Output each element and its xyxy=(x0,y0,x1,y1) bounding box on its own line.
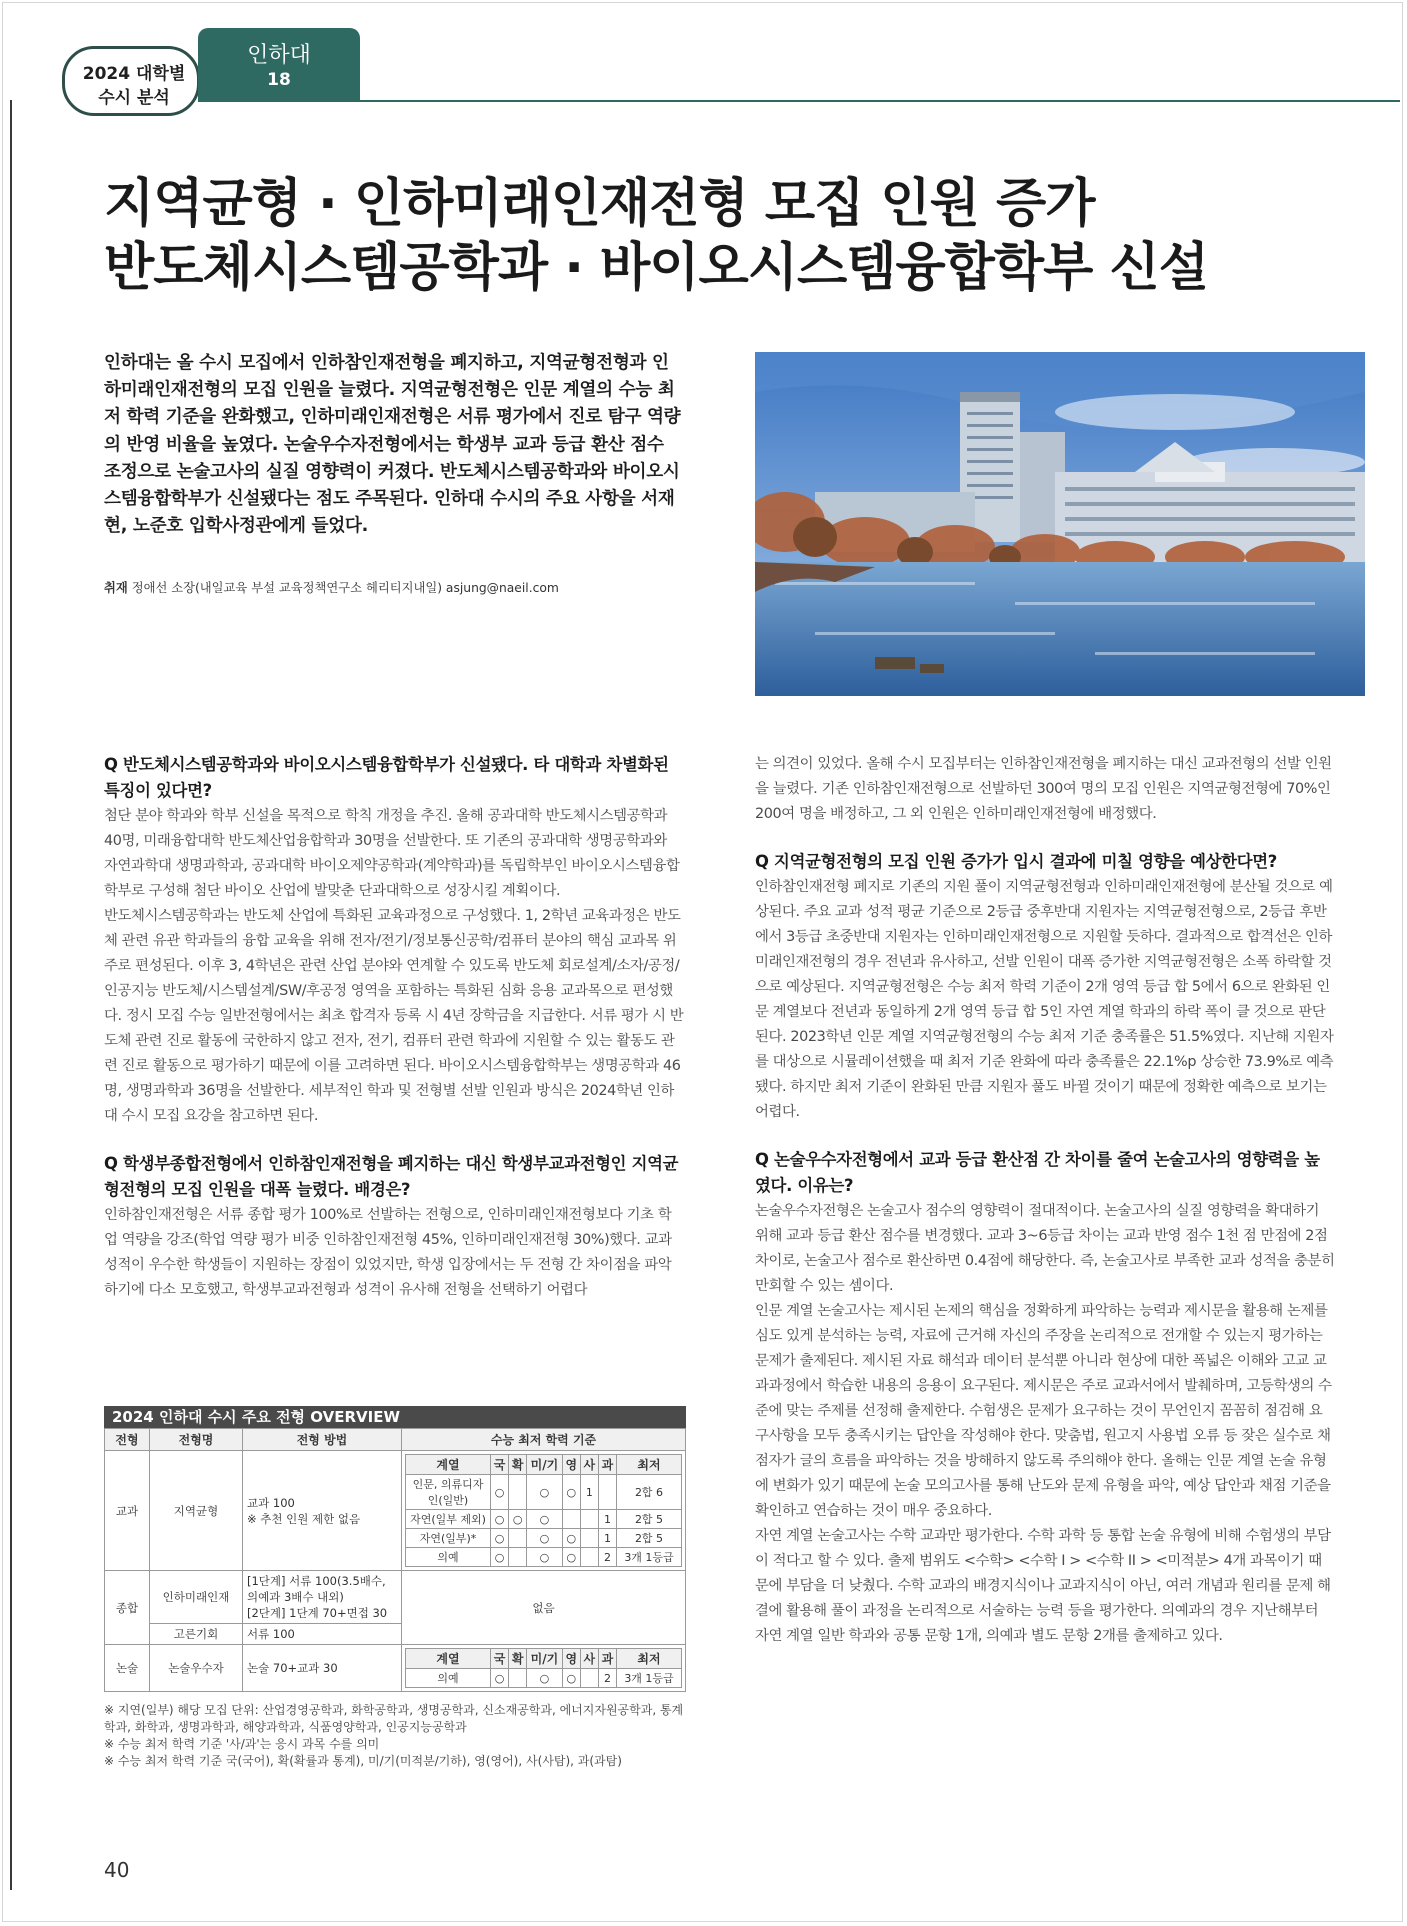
method-line: [2단계] 1단계 70+면접 30 xyxy=(247,1606,388,1620)
method-cell: 서류 100 xyxy=(243,1624,402,1645)
sub-header: 최저 xyxy=(617,1649,682,1669)
answer-paragraph: 논술우수자전형은 논술고사 점수의 영향력이 절대적이다. 논술고사의 실질 영향력을 확대하기 위해 교과 등급 환산 점수를 변경했다. 교과 3~6등급 차이는 교과 반영 점수 1천 점 만점에 2점 차이로, 논술고사 점수로 환산하면 0.4점에 해당한다. 즉, 논술고사로 부족한 교과 성적을 충분히 만회할 수 있는 셈이다. xyxy=(755,1203,1335,1294)
overview-table xyxy=(104,1428,686,1692)
note-line: ※ 지연(일부) 해당 모집 단위: 산업경영공학과, 화학공학과, 생명공학과, 신소재공학과, 에너지자원공학과, 통계학과, 화학과, 생명과학과, 해양과학과, 식품영양학과, 인공지능공학과 xyxy=(104,1703,684,1734)
method-cell xyxy=(243,1571,402,1624)
answer-paragraph: 는 의견이 있었다. 올해 수시 모집부터는 인하참인재전형을 폐지하는 대신 교과전형의 선발 인원을 늘렸다. 기존 인하참인재전형으로 선발하던 300여 명의 모집 인원은 지역균형전형에 70%인 200여 명을 배정하고, 그 외 인원은 인하미래인재전형에 배정했다. xyxy=(755,756,1332,822)
left-column xyxy=(104,752,684,1303)
header-method: 전형 방법 xyxy=(243,1429,402,1451)
campus-photo xyxy=(755,352,1365,696)
sub-header: 확 xyxy=(509,1649,527,1669)
title-line2: 반도체시스템공학과 · 바이오시스템융합학부 신설 xyxy=(104,238,1208,298)
type-cell: 종합 xyxy=(105,1571,150,1645)
answer-paragraph: 인하참인재전형 폐지로 기존의 지원 풀이 지역균형전형과 인하미래인재전형에 분산될 것으로 예상된다. 주요 교과 성적 평균 기준으로 2등급 중후반대 지원자는 지역균형전형으로, 2등급 후반에서 3등급 초중반대 지원자는 인하미래인재전형으로 지원할 듯하다. 결과적으로 합격선은 인하미래인재전형의 경우 전년과 유사하고, 선발 인원이 대폭 증가한 지역균형전형은 소폭 하락할 것으로 예상된다. 지역균형전형은 수능 최저 학력 기준이 2개 영역 등급 합 5에서 6으로 완화된 인문 계열보다 전년과 동일하게 2개 영역 등급 합 5인 자연 계열 학과의 하락 폭이 클 것으로 판단된다. 2023학년 인문 계열 지역균형전형의 수능 최저 기준 충족률은 51.5%였다. 지난해 지원자를 대상으로 시뮬레이션했을 때 최저 기준 완화에 따라 충족률은 22.1%p 상승한 73.9%로 예측됐다. 하지만 최저 기준이 완화된 만큼 지원자 풀도 바뀔 것이기 때문에 정확한 예측으로 보기는 어렵다. xyxy=(755,879,1334,1120)
note-line: ※ 수능 최저 학력 기준 '사/과'는 응시 과목 수를 의미 xyxy=(104,1737,380,1751)
note-line: ※ 수능 최저 학력 기준 국(국어), 확(확률과 통계), 미/기(미적분/기하), 영(영어), 사(사탐), 과(과탐) xyxy=(104,1754,622,1768)
method-line: [1단계] 서류 100(3.5배수, 의예과 3배수 내외) xyxy=(247,1574,386,1604)
byline-text: 정애선 소장(내일교육 부설 교육정책연구소 헤리티지내일) asjung@naeil.com xyxy=(131,581,559,595)
qa-section xyxy=(104,1151,684,1303)
overview-title: 2024 인하대 수시 주요 전형 OVERVIEW xyxy=(104,1406,686,1428)
page-number: 40 xyxy=(104,1858,130,1882)
university-tab xyxy=(198,28,360,102)
sub-header: 사 xyxy=(580,1649,598,1669)
side-rule xyxy=(10,100,12,1890)
criteria-table xyxy=(405,1648,682,1688)
name-cell: 지역균형 xyxy=(150,1451,243,1571)
method-line: ※ 추천 인원 제한 없음 xyxy=(247,1511,361,1526)
method-line: 교과 100 xyxy=(247,1495,295,1510)
qa-section xyxy=(755,1147,1335,1649)
sub-header: 미/기 xyxy=(527,1455,563,1475)
question-heading: Q 논술우수자전형에서 교과 등급 환산점 간 차이를 줄여 논술고사의 영향력을 높였다. 이유는? xyxy=(755,1150,1320,1195)
byline xyxy=(104,578,684,596)
answer-paragraph: 인하참인재전형은 서류 종합 평가 100%로 선발하는 전형으로, 인하미래인재전형보다 기초 학업 역량을 강조(학업 역량 평가 비중 인하참인재전형 45%, 인하미래인재전형 30%)했다. 교과 성적이 우수한 학생들이 지원하는 장점이 있었지만, 학생 입장에서는 두 전형 간 차이점을 파악하기에 다소 모호했고, 학생부교과전형과 성격이 유사해 전형을 선택하기 어렵다 xyxy=(104,1207,672,1298)
header-type: 전형 xyxy=(105,1429,150,1451)
university-name: 인하대 xyxy=(247,43,311,68)
header-criteria: 수능 최저 학력 기준 xyxy=(402,1429,686,1451)
article-title xyxy=(104,172,1364,300)
sub-header: 영 xyxy=(562,1455,580,1475)
sub-header: 과 xyxy=(598,1455,616,1475)
question-heading: Q 반도체시스템공학과와 바이오시스템융합학부가 신설됐다. 타 대학과 차별화된 특징이 있다면? xyxy=(104,755,669,800)
sub-header: 영 xyxy=(562,1649,580,1669)
table-row: 자연(일부)* ○ ○ ○ 1 2합 5 xyxy=(406,1529,682,1548)
criteria-cell xyxy=(402,1451,686,1571)
type-cell: 교과 xyxy=(105,1451,150,1571)
table-row: 자연(일부 제외) ○ ○ ○ 1 2합 5 xyxy=(406,1510,682,1529)
table-row: 의예 ○ ○ ○ 2 3개 1등급 xyxy=(406,1548,682,1567)
lead-paragraph: 인하대는 올 수시 모집에서 인하참인재전형을 폐지하고, 지역균형전형과 인하미래인재전형의 모집 인원을 늘렸다. 지역균형전형은 인문 계열의 수능 최저 학력 기준을 완화했고, 인하미래인재전형은 서류 평가에서 진로 탐구 역량의 반영 비율을 높였다. 논술우수자전형에서는 학생부 교과 등급 환산 점수 조정으로 논술고사의 실질 영향력이 커졌다. 반도체시스템공학과와 바이오시스템융합학부가 신설됐다는 점도 주목된다. 인하대 수시의 주요 사항을 서재현, 노준호 입학사정관에게 들었다. xyxy=(104,353,681,537)
sub-header: 최저 xyxy=(617,1455,682,1475)
badge-line2: 수시 분석 xyxy=(98,88,170,108)
right-column xyxy=(755,752,1335,1649)
name-cell: 인하미래인재 xyxy=(150,1571,243,1624)
badge-line1: 2024 대학별 xyxy=(82,64,186,84)
name-cell: 논술우수자 xyxy=(150,1645,243,1692)
sub-header: 국 xyxy=(491,1455,509,1475)
method-cell xyxy=(243,1451,402,1571)
header-rule xyxy=(198,100,1400,102)
byline-label: 취재 xyxy=(104,581,128,595)
sub-header: 계열 xyxy=(406,1455,491,1475)
sub-header: 확 xyxy=(509,1455,527,1475)
sub-header: 사 xyxy=(580,1455,598,1475)
criteria-table xyxy=(405,1454,682,1567)
sub-header: 계열 xyxy=(406,1649,491,1669)
qa-section xyxy=(755,849,1335,1125)
answer-paragraph: 인문 계열 논술고사는 제시된 논제의 핵심을 정확하게 파악하는 능력과 제시문을 활용해 논제를 심도 있게 분석하는 능력, 자료에 근거해 자신의 주장을 논리적으로 전개할 수 있는지 평가하는 문제가 출제된다. 제시된 자료 해석과 데이터 분석뿐 아니라 현상에 대한 폭넓은 이해와 고교 교과과정에서 학습한 내용의 응용이 요구된다. 제시문은 주로 교과서에서 발췌하며, 고등학생의 수준에 맞는 주제를 선정해 출제한다. 수험생은 문제가 요구하는 것이 무언인지 꼼꼼히 점검해 요구사항을 모두 충족시키는 답안을 작성해야 한다. 맞춤법, 원고지 사용법 오류 등 잦은 실수로 채점자가 글의 흐름을 파악하는 것을 방해하지 않도록 주의해야 한다. 올해는 인문 계열 논술 유형에 변화가 있기 때문에 논술 모의고사를 통해 난도와 문제 유형을 파악, 예상 답안과 채점 기준을 확인하고 연습하는 것이 매우 중요하다. xyxy=(755,1303,1332,1519)
question-heading: Q 지역균형전형의 모집 인원 증가가 입시 결과에 미칠 영향을 예상한다면? xyxy=(755,852,1277,871)
criteria-none-cell: 없음 xyxy=(402,1571,686,1645)
overview-table-box xyxy=(104,1406,686,1770)
table-row: 의예 ○ ○ ○ 2 3개 1등급 xyxy=(406,1669,682,1688)
title-line1: 지역균형 · 인하미래인재전형 모집 인원 증가 xyxy=(104,174,1095,234)
question-heading: Q 학생부종합전형에서 인하참인재전형을 폐지하는 대신 학생부교과전형인 지역균형전형의 모집 인원을 대폭 늘렸다. 배경은? xyxy=(104,1154,679,1199)
sub-header: 미/기 xyxy=(527,1649,563,1669)
name-cell: 고른기회 xyxy=(150,1624,243,1645)
answer-paragraph: 첨단 분야 학과와 학부 신설을 목적으로 학칙 개정을 추진. 올해 공과대학 반도체시스템공학과 40명, 미래융합대학 반도체산업융합학과 30명을 선발한다. 또 기존의 공과대학 생명공학과와 자연과학대 생명과학과, 공과대학 바이오제약공학과(계약학과)를 독립학부인 바이오시스템융합학부로 구성해 첨단 바이오 산업에 발맞춘 단과대학으로 성장시킬 계획이다. xyxy=(104,808,680,899)
series-number: 18 xyxy=(267,70,291,90)
sub-header: 과 xyxy=(598,1649,616,1669)
answer-paragraph: 반도체시스템공학과는 반도체 산업에 특화된 교육과정으로 구성했다. 1, 2학년 교육과정은 반도체 관련 유관 학과들의 융합 교육을 위해 전자/전기/정보통신공학/컴퓨터 분야의 핵심 교과목 위주로 편성된다. 이후 3, 4학년은 관련 산업 분야와 연계할 수 있도록 반도체 회로설계/소자/공정/인공지능 반도체/시스템설계/SW/후공정 영역을 포함하는 특화된 심화 응용 교과목으로 편성했다. 정시 모집 수능 일반전형에서는 최초 합격자 등록 시 4년 장학금을 지급한다. 서류 평가 시 반도체 관련 진로 활동에 국한하지 않고 전자, 전기, 컴퓨터 관련 학과에 지원할 수 있는 활동도 관련 진로 활동으로 평가하기 때문에 이를 고려하면 된다. 바이오시스템융합학부는 생명공학과 46명, 생명과학과 36명을 선발한다. 세부적인 학과 및 전형별 선발 인원과 방식은 2024학년 인하대 수시 모집 요강을 참고하면 된다. xyxy=(104,908,684,1124)
qa-section xyxy=(104,752,684,1129)
sub-header: 국 xyxy=(491,1649,509,1669)
criteria-cell xyxy=(402,1645,686,1692)
answer-paragraph: 자연 계열 논술고사는 수학 교과만 평가한다. 수학 과학 등 통합 논술 유형에 비해 수험생의 부담이 적다고 할 수 있다. 출제 범위도 <수학> <수학 I > <수학 II > <미적분> 4개 과목이기 때문에 부담을 더 낮췄다. 수학 교과의 배경지식이나 교과지식이 아닌, 여러 개념과 원리를 문제 해결에 활용해 풀이 과정을 논리적으로 서술하는 능력 등을 평가한다. 의예과의 경우 지난해부터 자연 계열 일반 학과와 공통 문항 1개, 의예과 별도 문항 2개를 출제하고 있다. xyxy=(755,1528,1331,1644)
section-badge xyxy=(62,46,200,116)
header-name: 전형명 xyxy=(150,1429,243,1451)
type-cell: 논술 xyxy=(105,1645,150,1692)
table-notes xyxy=(104,1702,686,1770)
method-cell: 논술 70+교과 30 xyxy=(243,1645,402,1692)
table-row: 인문, 의류디자인(일반) ○ ○ ○ 1 2합 6 xyxy=(406,1475,682,1510)
qa-section-continued xyxy=(755,752,1335,827)
